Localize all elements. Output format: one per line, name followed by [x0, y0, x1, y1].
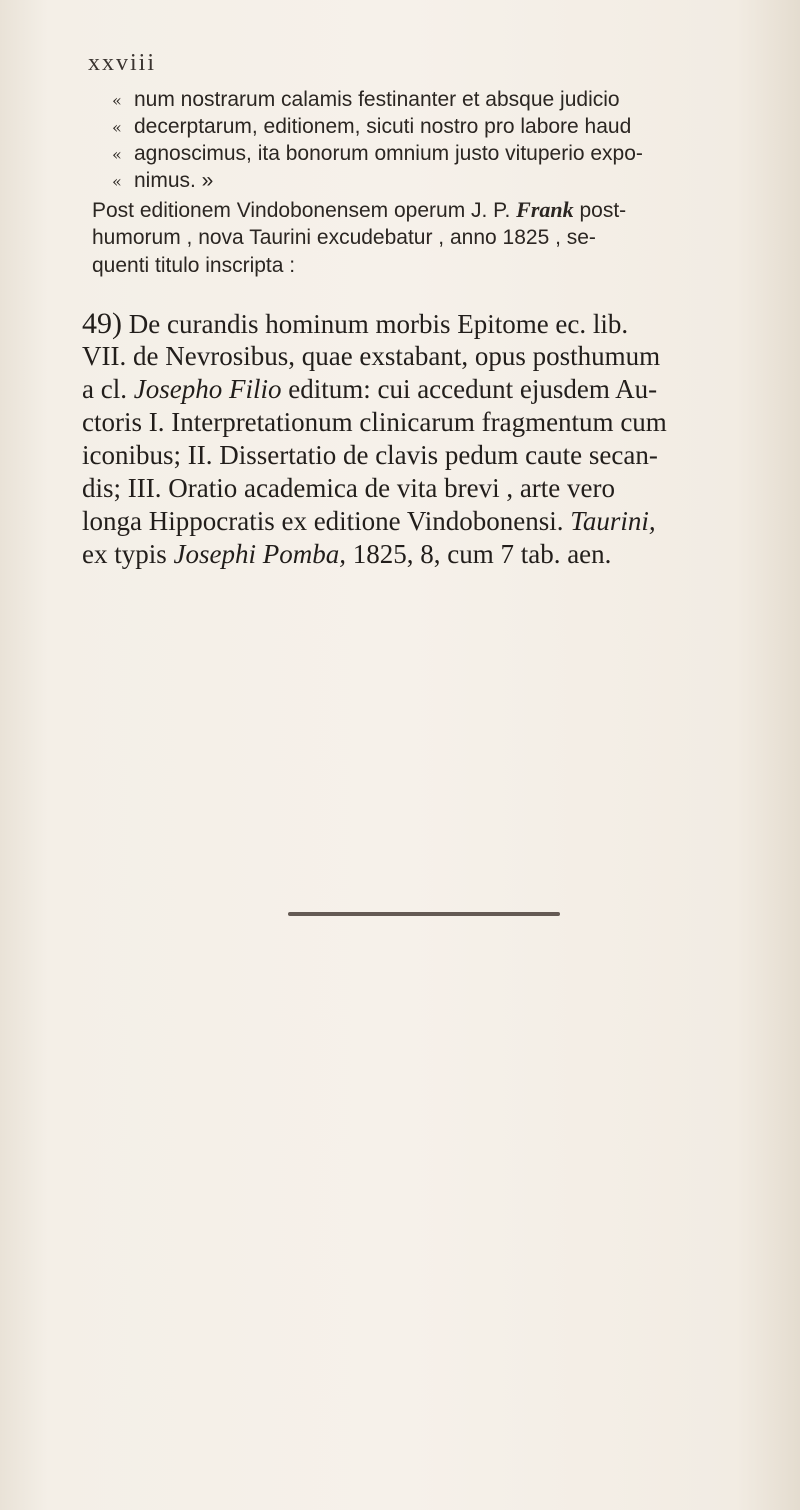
- paragraph-text: Post editionem Vindobonensem operum J. P.: [92, 199, 517, 222]
- entry-line: [82, 505, 782, 538]
- entry-text: editum: cui accedunt ejusdem Au-: [281, 374, 658, 404]
- page-number: xxviii: [88, 50, 157, 76]
- quote-mark: «: [112, 145, 122, 164]
- paragraph-line: quenti titulo inscripta :: [92, 254, 296, 277]
- entry-line: dis; III. Oratio academica de vita brevi , arte vero: [82, 473, 615, 503]
- paragraph-line: [92, 196, 772, 225]
- entry-line: [82, 373, 782, 406]
- entry-line: VII. de Nevrosibus, quae exstabant, opus posthumum: [82, 341, 661, 371]
- paragraph-text: post-: [573, 199, 627, 222]
- entry-line: [82, 538, 782, 571]
- entry-line: ctoris I. Interpretationum clinicarum fragmentum cum: [82, 407, 667, 437]
- quote-text: decerptarum, editionem, sicuti nostro pro labore haud: [134, 115, 632, 138]
- entry-italic: Taurini,: [570, 506, 656, 536]
- quote-mark: «: [112, 91, 122, 110]
- entry-number: 49): [82, 307, 122, 340]
- entry-line: iconibus; II. Dissertatio de clavis pedum caute secan-: [82, 440, 658, 470]
- quote-mark: «: [112, 118, 122, 137]
- author-name: Frank: [516, 197, 574, 222]
- quote-line: [112, 113, 772, 141]
- section-divider: [288, 912, 560, 916]
- quote-text: nimus. »: [134, 169, 214, 192]
- quote-mark: «: [112, 172, 122, 191]
- quote-text: num nostrarum calamis festinanter et absque judicio: [134, 88, 620, 111]
- entry-text: De curandis hominum morbis Epitome ec. lib.: [122, 309, 629, 339]
- quote-line: [112, 140, 772, 168]
- entry-text: 1825, 8, cum 7 tab. aen.: [345, 539, 612, 569]
- entry-text: ex typis: [82, 539, 174, 569]
- quote-line: [112, 86, 772, 114]
- quote-line: [112, 167, 772, 195]
- paragraph-line: humorum , nova Taurini excudebatur , anno 1825 , se-: [92, 226, 596, 249]
- entry-line: [82, 307, 782, 341]
- entry-text: a cl.: [82, 374, 134, 404]
- entry-text: longa Hippocratis ex editione Vindobonensi.: [82, 506, 571, 536]
- quote-text: agnoscimus, ita bonorum omnium justo vituperio expo-: [134, 142, 643, 165]
- entry-italic: Josepho Filio: [133, 374, 282, 404]
- entry-italic: Josephi Pomba,: [173, 539, 346, 569]
